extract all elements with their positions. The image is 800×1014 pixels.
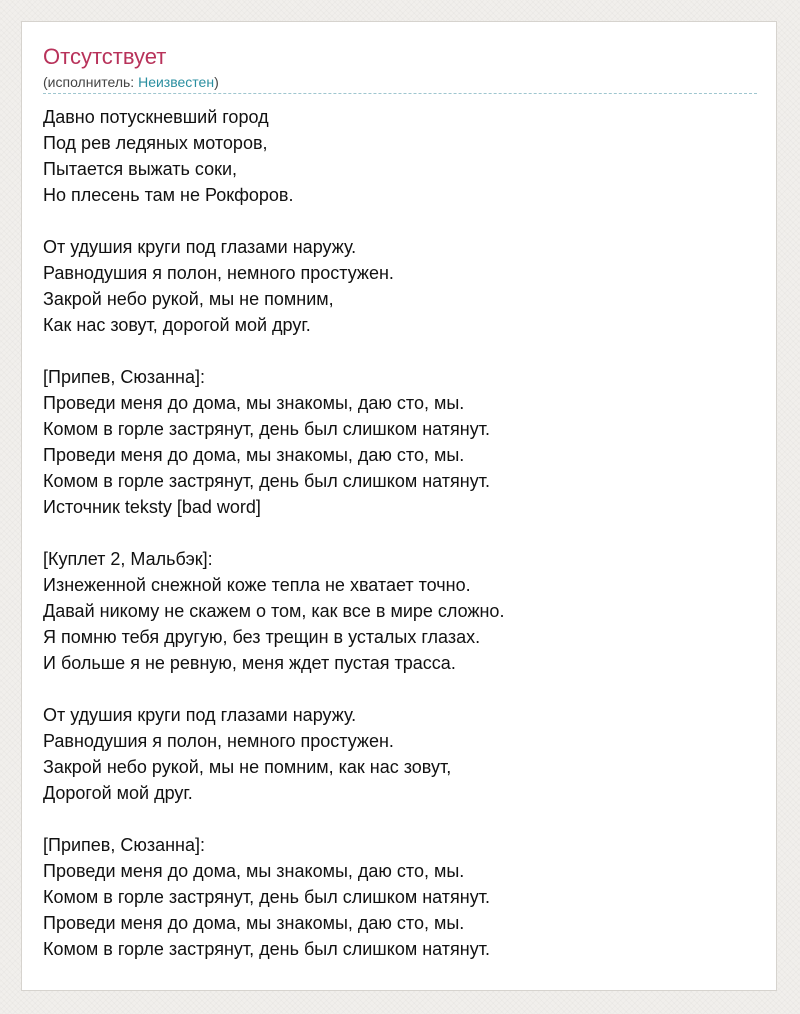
- lyric-line: Проведи меня до дома, мы знакомы, даю сто, мы.: [43, 445, 465, 465]
- lyrics-card: [21, 21, 777, 991]
- title-divider: [43, 93, 757, 94]
- lyric-line: От удушия круги под глазами наружу.: [43, 705, 357, 725]
- lyric-line: Но плесень там не Рокфоров.: [43, 185, 294, 205]
- lyrics-text: [43, 104, 504, 962]
- lyric-line: [Куплет 2, Мальбэк]:: [43, 549, 213, 569]
- lyric-line: Давно потускневший город: [43, 107, 269, 127]
- lyric-line: Проведи меня до дома, мы знакомы, даю сто, мы.: [43, 913, 465, 933]
- lyric-line: Пытается выжать соки,: [43, 159, 238, 179]
- performer-link[interactable]: Неизвестен: [138, 74, 215, 90]
- lyric-line: Комом в горле застрянут, день был слишком натянут.: [43, 471, 490, 491]
- stanza-break: [43, 676, 504, 702]
- lyric-line: Проведи меня до дома, мы знакомы, даю сто, мы.: [43, 393, 465, 413]
- performer-prefix: (исполнитель:: [43, 74, 139, 90]
- lyric-line: Давай никому не скажем о том, как все в мире сложно.: [43, 601, 505, 621]
- lyric-line: Проведи меня до дома, мы знакомы, даю сто, мы.: [43, 861, 465, 881]
- lyric-line: От удушия круги под глазами наружу.: [43, 237, 357, 257]
- stanza-break: [43, 338, 504, 364]
- lyric-line: Равнодушия я полон, немного простужен.: [43, 263, 394, 283]
- lyric-line: И больше я не ревную, меня ждет пустая трасса.: [43, 653, 456, 673]
- stanza-break: [43, 520, 504, 546]
- lyric-line: Как нас зовут, дорогой мой друг.: [43, 315, 311, 335]
- lyric-line: Комом в горле застрянут, день был слишком натянут.: [43, 419, 490, 439]
- lyric-line: Закрой небо рукой, мы не помним, как нас зовут,: [43, 757, 452, 777]
- performer-suffix: ): [214, 74, 219, 90]
- lyric-line: [Припев, Сюзанна]:: [43, 367, 205, 387]
- lyric-line: Равнодушия я полон, немного простужен.: [43, 731, 394, 751]
- performer-line: [43, 73, 219, 91]
- stanza-break: [43, 806, 504, 832]
- lyric-line: Дорогой мой друг.: [43, 783, 193, 803]
- lyric-line: Изнеженной снежной коже тепла не хватает точно.: [43, 575, 471, 595]
- lyric-line: Я помню тебя другую, без трещин в усталых глазах.: [43, 627, 481, 647]
- lyric-line: Источник teksty [bad word]: [43, 497, 261, 517]
- lyric-line: [Припев, Сюзанна]:: [43, 835, 205, 855]
- lyric-line: Под рев ледяных моторов,: [43, 133, 268, 153]
- lyric-line: Комом в горле застрянут, день был слишком натянут.: [43, 887, 490, 907]
- lyric-line: Комом в горле застрянут, день был слишком натянут.: [43, 939, 490, 959]
- stanza-break: [43, 208, 504, 234]
- song-title: Отсутствует: [43, 44, 167, 69]
- lyric-line: Закрой небо рукой, мы не помним,: [43, 289, 334, 309]
